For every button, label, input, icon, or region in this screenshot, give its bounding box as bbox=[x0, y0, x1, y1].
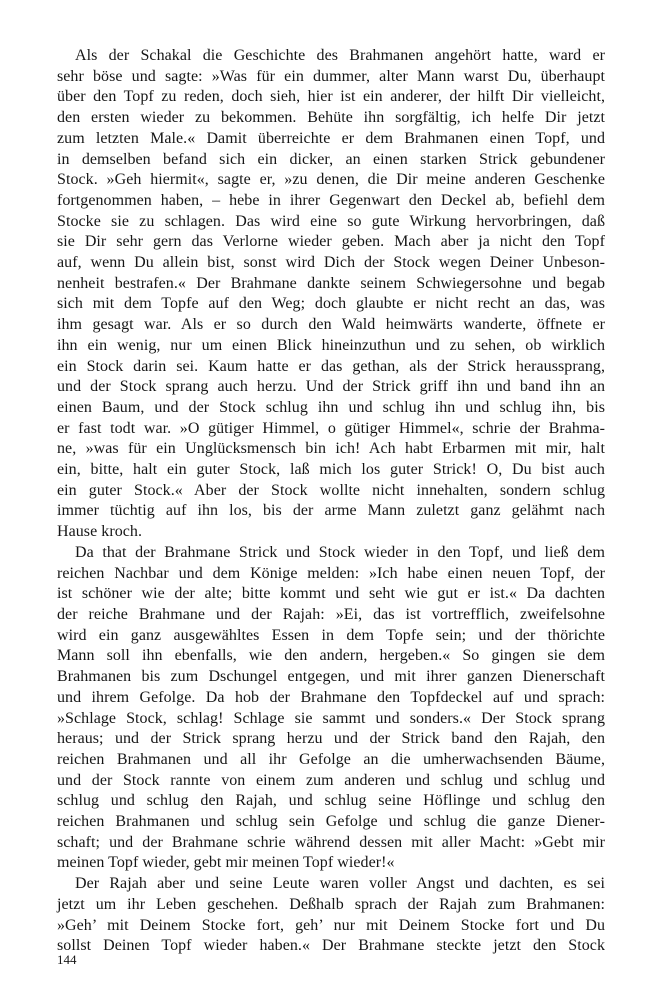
paragraph bbox=[57, 46, 605, 543]
text-line: einen Baum, und der Stock schlug ihn und schlug ihn und schlug ihn, bis bbox=[57, 398, 605, 416]
text-line: und der Stock rannte von einem zum anderen und schlug und schlug und bbox=[57, 771, 605, 789]
text-line: den ersten wieder zu bekommen. Behüte ihn sorgfältig, ich helfe Dir jetzt bbox=[57, 109, 605, 127]
text-line: Da that der Brahmane Strick und Stock wieder in den Topf, und ließ dem bbox=[75, 543, 605, 561]
text-line: heraus; und der Strick sprang herzu und der Strick band den Rajah, den bbox=[57, 730, 605, 748]
text-line: schaft; und der Brahmane schrie während dessen mit aller Macht: »Gebt mir bbox=[57, 833, 605, 851]
text-line: sehr böse und sagte: »Was für ein dummer, alter Mann warst Du, überhaupt bbox=[57, 67, 605, 85]
text-line: immer tüchtig auf ihn los, bis der arme Mann zuletzt ganz gelähmt nach bbox=[57, 502, 605, 520]
text-line: er fast todt war. »O gütiger Himmel, o gütiger Himmel«, schrie der Brahma- bbox=[57, 419, 605, 437]
text-line: reichen Nachbar und dem Könige melden: »Ich habe einen neuen Topf, der bbox=[57, 564, 605, 582]
text-line: ist schöner wie der alte; bitte kommt und seht wie gut er ist.« Da dachten bbox=[57, 585, 605, 603]
text-line: reichen Brahmanen und all ihr Gefolge an die umherwachsenden Bäume, bbox=[57, 750, 605, 768]
text-line: jetzt um ihr Leben geschehen. Deßhalb sprach der Rajah zum Brahmanen: bbox=[57, 895, 605, 913]
text-line: zum letzten Male.« Damit überreichte er dem Brahmanen einen Topf, und bbox=[57, 129, 605, 147]
text-line: schlug und schlug den Rajah, und schlug seine Höflinge und schlug den bbox=[57, 792, 605, 810]
text-line: meinen Topf wieder, gebt mir meinen Topf wieder!« bbox=[57, 854, 395, 872]
page-number: 144 bbox=[57, 952, 77, 967]
text-line: reichen Brahmanen und schlug sein Gefolge und schlug die ganze Diener- bbox=[57, 813, 605, 831]
text-line: über den Topf zu reden, doch sieh, hier ist ein anderer, der hilft Dir vielleicht, bbox=[57, 88, 605, 106]
paragraph bbox=[57, 874, 605, 957]
text-line: Brahmanen bis zum Dschungel entgegen, und mit ihrer ganzen Dienerschaft bbox=[57, 668, 605, 686]
text-line: sollst Deinen Topf wieder haben.« Der Brahmane steckte jetzt den Stock bbox=[57, 937, 605, 955]
text-line: sie Dir sehr gern das Verlorne wieder geben. Mach aber ja nicht den Topf bbox=[57, 233, 605, 251]
text-line: der reiche Brahmane und der Rajah: »Ei, das ist vortrefflich, zweifelsohne bbox=[57, 605, 605, 623]
text-line: fortgenommen haben, – hebe in ihrer Gegenwart den Deckel ab, befiehl dem bbox=[57, 191, 605, 209]
text-line: und ihrem Gefolge. Da hob der Brahmane den Topfdeckel auf und sprach: bbox=[57, 688, 605, 706]
text-line: auf, wenn Du allein bist, sonst wird Dich der Stock wegen Deiner Unbeson- bbox=[57, 254, 605, 272]
text-line: ein guter Stock.« Aber der Stock wollte nicht innehalten, sondern schlug bbox=[57, 481, 605, 499]
text-line: und der Stock sprang auch herzu. Und der Strick griff ihn und band ihn an bbox=[57, 378, 605, 396]
text-block bbox=[57, 46, 605, 957]
text-line: ihn ein wenig, nur um einen Blick hineinzuthun und zu sehen, ob wirklich bbox=[57, 336, 605, 354]
text-line: Als der Schakal die Geschichte des Brahmanen angehört hatte, ward er bbox=[75, 47, 605, 64]
text-line: Stock. »Geh hiermit«, sagte er, »zu denen, die Dir meine anderen Geschenke bbox=[57, 171, 605, 189]
text-line: Hause kroch. bbox=[57, 523, 143, 541]
text-line: ihm gesagt war. Als er so durch den Wald heimwärts wanderte, öffnete er bbox=[57, 316, 605, 334]
text-line: ne, »was für ein Unglücksmensch bin ich! Ach habt Erbarmen mit mir, halt bbox=[57, 440, 605, 458]
text-line: nenheit bestrafen.« Der Brahmane dankte seinem Schwiegersohne und begab bbox=[57, 274, 605, 292]
text-line: in demselben befand sich ein dicker, an einen starken Strick gebundener bbox=[57, 150, 605, 168]
text-line: sich mit dem Topfe auf den Weg; doch glaubte er nicht recht an das, was bbox=[57, 295, 605, 313]
text-line: »Schlage Stock, schlag! Schlage sie sammt und sonders.« Der Stock sprang bbox=[57, 709, 605, 727]
text-line: Der Rajah aber und seine Leute waren voller Angst und dachten, es sei bbox=[75, 875, 605, 893]
text-line: Mann soll ihn ebenfalls, wie den andern, hergeben.« So gingen sie dem bbox=[57, 647, 605, 665]
paragraph bbox=[57, 543, 605, 874]
text-line: wird ein ganz ausgewähltes Essen in dem Topfe sein; und der thörichte bbox=[57, 626, 605, 644]
text-line: ein, bitte, halt ein guter Stock, laß mich los guter Strick! O, Du bist auch bbox=[57, 461, 605, 479]
text-line: ein Stock darin sei. Kaum hatte er das gethan, als der Strick heraussprang, bbox=[57, 357, 605, 375]
text-line: »Geh’ mit Deinem Stocke fort, geh’ nur mit Deinem Stocke fort und Du bbox=[57, 916, 605, 934]
text-line: Stocke sie zu schlagen. Das wird eine so gute Wirkung hervorbringen, daß bbox=[57, 212, 605, 230]
